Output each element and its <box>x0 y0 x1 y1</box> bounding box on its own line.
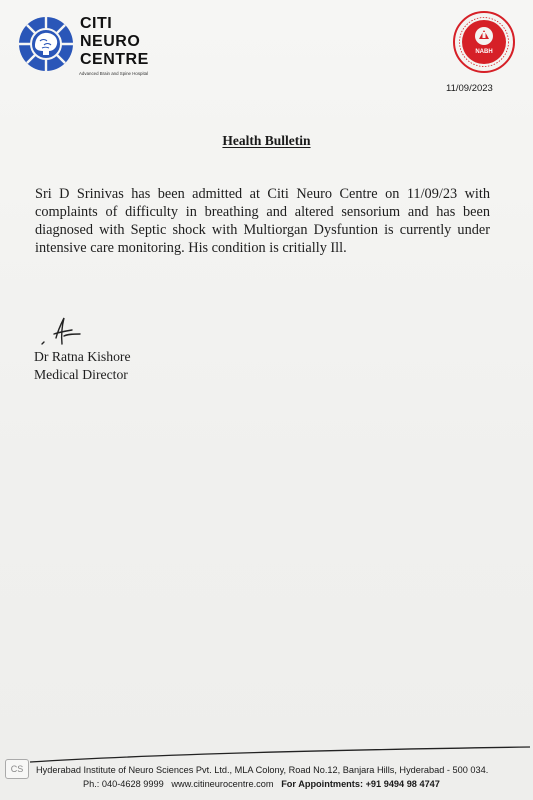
bulletin-date: 11/09/2023 <box>446 83 493 94</box>
logo-line-2: NEURO <box>80 33 141 50</box>
handwritten-signature <box>36 314 100 354</box>
footer-address: Hyderabad Institute of Neuro Sciences Pvt. Ltd., MLA Colony, Road No.12, Banjara Hills, Hyderabad - 500 034. <box>36 765 489 775</box>
hospital-logo <box>16 14 166 84</box>
logo-wordmark <box>80 15 149 69</box>
footer-phone: Ph.: 040-4628 9999 <box>83 779 164 789</box>
logo-line-3: CENTRE <box>80 51 149 68</box>
logo-line-1: CITI <box>80 15 113 32</box>
bulletin-body <box>35 185 490 257</box>
nabh-seal-icon <box>452 10 516 74</box>
bulletin-paragraph: Sri D Srinivas has been admitted at Citi Neuro Centre on 11/09/23 with complaints of difficulty in breathing and altered sensorium and has been diagnosed with Septic shock with Multiorgan Dysfuntion is currently under intensive care monitoring. His condition is critially Ill. <box>35 186 490 256</box>
footer-appointments: For Appointments: +91 9494 98 4747 <box>281 779 440 789</box>
scanner-watermark: CS <box>5 759 29 779</box>
nabh-seal-label: NABH <box>475 49 493 55</box>
page-title: Health Bulletin <box>222 133 311 148</box>
signatory-designation: Medical Director <box>34 367 128 382</box>
logo-tagline: Advanced Brain and Spine Hospital <box>79 71 149 76</box>
footer-website[interactable]: www.citineurocentre.com <box>171 779 274 789</box>
footer-contact <box>83 779 440 789</box>
footer-swoosh <box>0 744 533 764</box>
signatory-name: Dr Ratna Kishore <box>34 349 131 364</box>
brain-globe-icon <box>16 14 78 74</box>
